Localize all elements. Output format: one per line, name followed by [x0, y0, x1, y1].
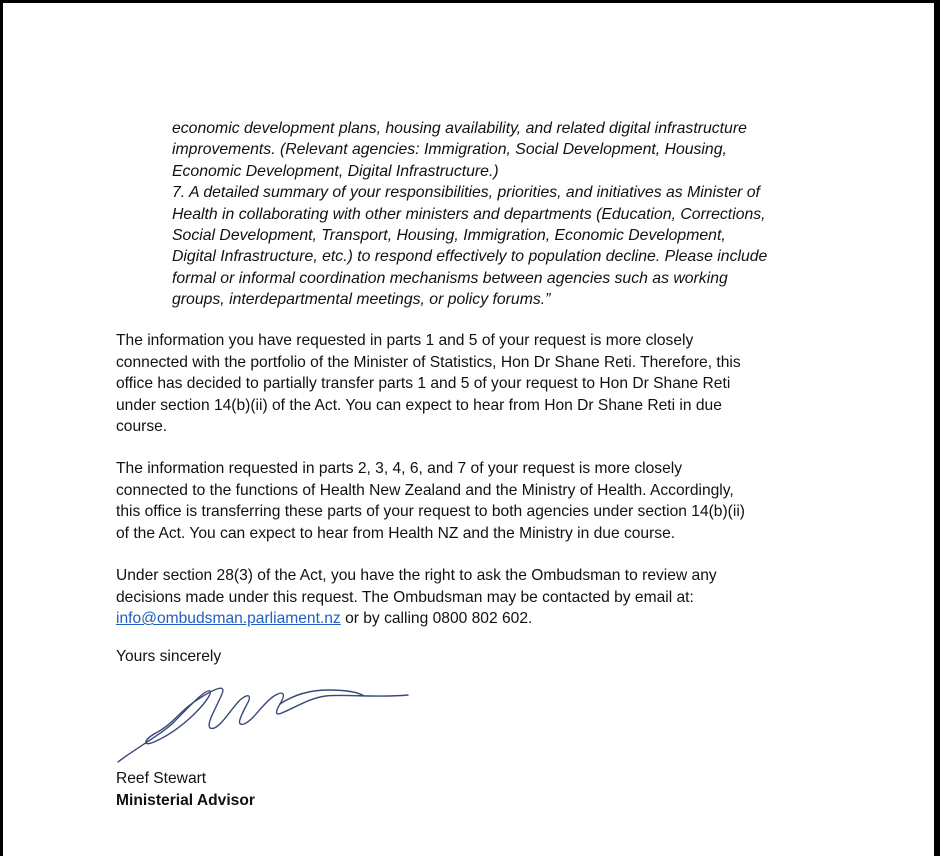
quote-line: improvements. (Relevant agencies: Immigration, Social Development, Housing, [172, 141, 727, 159]
closing-salutation: Yours sincerely [116, 648, 222, 665]
transfer-health-paragraph [116, 458, 816, 544]
paragraph-line: course. [116, 418, 168, 436]
quote-line: 7. A detailed summary of your responsibilities, priorities, and initiatives as Minister of [172, 184, 760, 202]
paragraph-line: under section 14(b)(ii) of the Act. You can expect to hear from Hon Dr Shane Reti in due [116, 396, 722, 414]
phone-text: or by calling 0800 802 602. [340, 610, 533, 628]
quote-line: formal or informal coordination mechanisms between agencies such as working [172, 269, 728, 287]
signer-name: Reef Stewart [116, 770, 207, 787]
paragraph-line: connected to the functions of Health New Zealand and the Ministry of Health. Accordingly, [116, 481, 734, 499]
paragraph-line: The information you have requested in parts 1 and 5 of your request is more closely [116, 332, 694, 349]
paragraph-line: The information requested in parts 2, 3, 4, 6, and 7 of your request is more closely [116, 460, 683, 477]
paragraph-line: of the Act. You can expect to hear from Health NZ and the Ministry in due course. [116, 524, 676, 542]
quote-line: Economic Development, Digital Infrastructure.) [172, 162, 499, 180]
paragraph-line: this office is transferring these parts of your request to both agencies under section 14(b)(ii) [116, 503, 745, 521]
ombudsman-paragraph [116, 565, 816, 630]
paragraph-line: decisions made under this request. The Ombudsman may be contacted by email at: [116, 588, 694, 606]
quote-line: Digital Infrastructure, etc.) to respond effectively to population decline. Please include [172, 248, 768, 266]
ombudsman-email-link[interactable]: info@ombudsman.parliament.nz [116, 610, 341, 628]
paragraph-line: connected with the portfolio of the Minister of Statistics, Hon Dr Shane Reti. Therefore, this [116, 353, 741, 371]
quote-line: groups, interdepartmental meetings, or policy forums.” [172, 291, 551, 309]
quote-line: Social Development, Transport, Housing, Immigration, Economic Development, [172, 227, 726, 245]
handwritten-signature [114, 682, 414, 766]
paragraph-line [116, 608, 816, 630]
quoted-request [172, 118, 852, 311]
quote-line: Health in collaborating with other ministers and departments (Education, Corrections, [172, 205, 766, 223]
signer-title: Ministerial Advisor [116, 792, 255, 809]
quote-line: economic development plans, housing availability, and related digital infrastructure [172, 120, 747, 137]
paragraph-line: Under section 28(3) of the Act, you have the right to ask the Ombudsman to review any [116, 567, 717, 584]
transfer-statistics-paragraph [116, 330, 816, 438]
paragraph-line: office has decided to partially transfer parts 1 and 5 of your request to Hon Dr Shane Reti [116, 375, 731, 393]
